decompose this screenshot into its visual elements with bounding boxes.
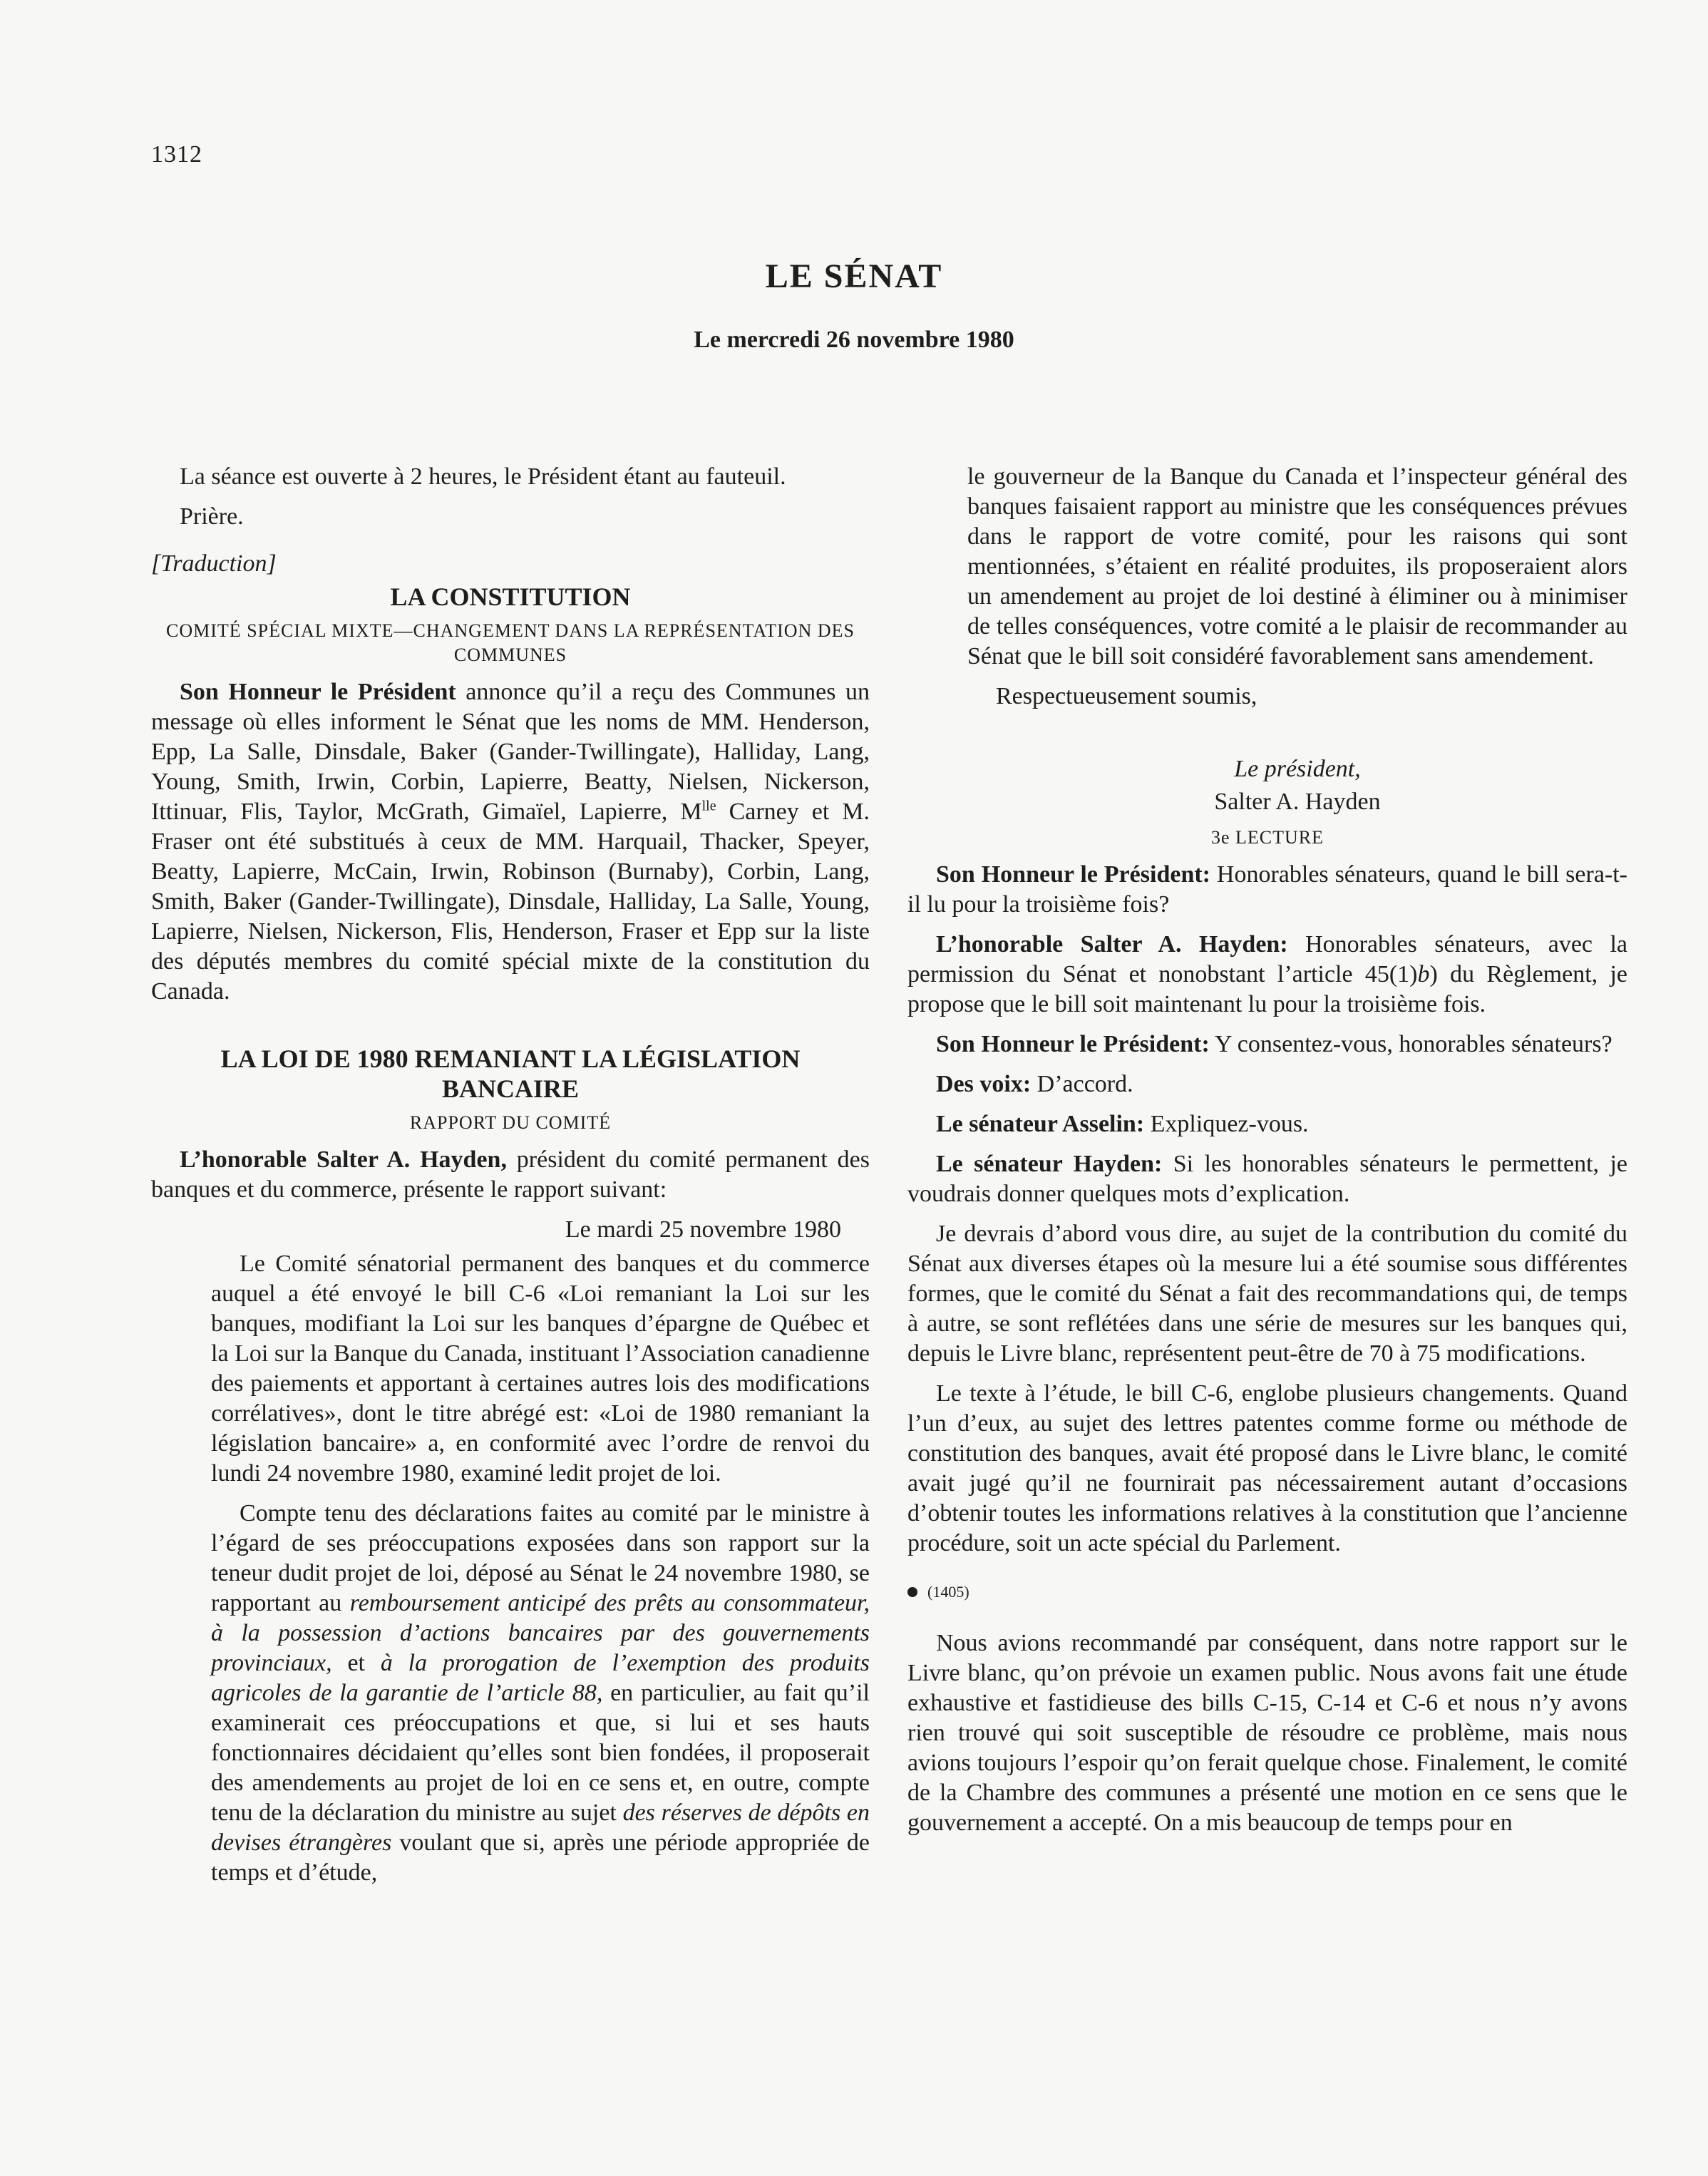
left-column bbox=[151, 462, 870, 1898]
opening-paragraph: La séance est ouverte à 2 heures, le Président étant au fauteuil. bbox=[180, 463, 786, 490]
speech-3-text: Y consentez-vous, honorables sénateurs? bbox=[1209, 1031, 1612, 1057]
report-text-d: voulant que si, après une période appropriée de temps et d’étude, bbox=[211, 1829, 870, 1886]
speech-6 bbox=[907, 1149, 1627, 1209]
hayden-presents-text: président du comité permanent des banques et du commerce, présente le rapport suivant: bbox=[151, 1146, 870, 1203]
signature-name: Salter A. Hayden bbox=[1214, 789, 1381, 815]
speaker-1: Son Honneur le Président: bbox=[936, 861, 1211, 888]
bullet-icon bbox=[907, 1587, 917, 1597]
report-italic-2: à la prorogation de l’exemption des produits agricoles de la garantie de l’article 88, bbox=[211, 1650, 870, 1706]
speaker-name: Son Honneur le Président bbox=[180, 679, 456, 705]
subheading-third-reading: 3e LECTURE bbox=[1210, 827, 1324, 848]
committee-report-quote bbox=[211, 1215, 870, 1888]
report-date: Le mardi 25 novembre 1980 bbox=[565, 1216, 841, 1243]
report-paragraph-3: le gouverneur de la Banque du Canada et l’inspecteur général des banques faisaient rapport au ministre que les conséquences prévues dans le rapport de votre comité, pour les raisons qui sont mentionnées, s’étaient en réalité produites, ils proposeraient alors un amendement au projet de loi destiné à éliminer ou à minimiser de telles conséquences, votre comité a le plaisir de recommander au Sénat que le bill soit considéré favorablement sans amendement. bbox=[967, 463, 1627, 669]
translation-tag: [Traduction] bbox=[151, 550, 277, 577]
respectfully-submitted: Respectueusement soumis, bbox=[996, 683, 1257, 709]
speech-2 bbox=[907, 930, 1627, 1020]
report-italic-3: des réserves de dépôts en devises étrangères bbox=[211, 1800, 870, 1856]
prayer-line: Prière. bbox=[180, 503, 244, 530]
right-column bbox=[907, 462, 1627, 1848]
speech-5 bbox=[907, 1109, 1627, 1139]
speech-2-italic: b bbox=[1417, 961, 1430, 987]
announcement-text-a: annonce qu’il a reçu des Communes un message où elles informent le Sénat que les noms de MM. Henderson, Epp, La Salle, Dinsdale, Baker (Gander-Twillingate), Halliday, Lang, Young, Smith, Irwin, Corbin, Lapierre, Beatty, Nielsen, Nickerson, Ittinuar, Flis, Taylor, McGrath, Gimaïel, Lapierre, M bbox=[151, 679, 870, 825]
hayden-name: L’honorable Salter A. Hayden, bbox=[180, 1146, 507, 1173]
speech-1 bbox=[907, 860, 1627, 920]
speaker-announcement bbox=[151, 677, 870, 1007]
superscript-lle: lle bbox=[701, 798, 716, 814]
report-italic-1: remboursement anticipé des prêts au consommateur, à la possession d’actions bancaires par des gouvernements provinciaux, bbox=[211, 1590, 870, 1676]
speech-6-text: Si les honorables sénateurs le permettent, je voudrais donner quelques mots d’explication. bbox=[907, 1151, 1627, 1207]
signature-title: Le président, bbox=[1234, 756, 1361, 782]
report-paragraph-1: Le Comité sénatorial permanent des banques et du commerce auquel a été envoyé le bill C-6 «Loi remaniant la Loi sur les banques, modifiant la Loi sur les banques d’épargne de Québec et la Loi sur la Banque du Canada, instituant l’Association canadienne des paiements et apportant à certaines autres lois des modifications corrélatives», dont le titre abrégé est: «Loi de 1980 remaniant la législation bancaire» a, en conformité avec l’ordre de renvoi du lundi 24 novembre 1980, examiné ledit projet de loi. bbox=[211, 1251, 870, 1487]
report-text-b: et bbox=[331, 1650, 381, 1676]
report-paragraph-2 bbox=[211, 1499, 870, 1888]
subheading-committee-change: COMITÉ SPÉCIAL MIXTE—CHANGEMENT DANS LA REPRÉSENTATION DES COMMUNES bbox=[166, 620, 855, 665]
report-text-c: en particulier, au fait qu’il examinerait ces préoccupations et que, si lui et ses hauts fonctionnaires décidaient qu’elles sont bien fondées, il proposerait des amendements au projet de loi en ce sens et, en outre, compte tenu de la déclaration du ministre au sujet bbox=[211, 1680, 870, 1826]
speech-2-text-b: ) du Règlement, je propose que le bill soit maintenant lu pour la troisième fois. bbox=[907, 961, 1627, 1017]
speech-8: Le texte à l’étude, le bill C-6, englobe plusieurs changements. Quand l’un d’eux, au sujet des lettres patentes comme forme ou méthode de constitution des banques, avait été proposé dans le Livre blanc, le comité avait jugé qu’il ne fournirait pas nécessairement autant d’occasions d’obtenir toutes les informations relatives à la constitution que l’ancienne procédure, soit un acte spécial du Parlement. bbox=[907, 1380, 1627, 1556]
speech-9: Nous avions recommandé par conséquent, dans notre rapport sur le Livre blanc, qu’on prévoie un examen public. Nous avons fait une étude exhaustive et fastidieuse des bills C-15, C-14 et C-6 et nous n’y avons rien trouvé qui soit susceptible de résoudre ce problème, mais nous avions toujours l’espoir qu’on ferait quelque chose. Finalement, le comité de la Chambre des communes a présenté une motion en ce sens que le gouvernement a accepté. On a mis beaucoup de temps pour en bbox=[907, 1630, 1627, 1836]
speech-3 bbox=[907, 1030, 1627, 1059]
section-heading-banking-law: LA LOI DE 1980 REMANIANT LA LÉGISLATION BANCAIRE bbox=[220, 1045, 801, 1103]
speaker-2: L’honorable Salter A. Hayden: bbox=[936, 931, 1288, 958]
speech-5-text: Expliquez-vous. bbox=[1144, 1111, 1309, 1137]
speaker-5: Le sénateur Asselin: bbox=[936, 1111, 1145, 1137]
time-marker bbox=[907, 1577, 1627, 1607]
sitting-date: Le mercredi 26 novembre 1980 bbox=[694, 327, 1014, 353]
section-heading-constitution: LA CONSTITUTION bbox=[390, 583, 631, 611]
page-number: 1312 bbox=[151, 141, 202, 168]
speech-4-text: D’accord. bbox=[1031, 1071, 1133, 1097]
speech-7: Je devrais d’abord vous dire, au sujet de la contribution du comité du Sénat aux diverses étapes où la mesure lui a été soumise sous différentes formes, que le comité du Sénat a fait des recommandations qui, de temps à autre, se sont reflétées dans une série de mesures sur les banques qui, depuis le Livre blanc, représentent peut-être de 70 à 75 modifications. bbox=[907, 1221, 1627, 1367]
speech-4 bbox=[907, 1069, 1627, 1099]
time-marker-text: (1405) bbox=[927, 1583, 969, 1601]
speaker-3: Son Honneur le Président: bbox=[936, 1031, 1210, 1057]
speech-1-text: Honorables sénateurs, quand le bill sera-t-il lu pour la troisième fois? bbox=[907, 861, 1627, 918]
committee-report-continued bbox=[967, 462, 1627, 817]
speech-2-text-a: Honorables sénateurs, avec la permission du Sénat et nonobstant l’article 45(1) bbox=[907, 931, 1627, 987]
speaker-4: Des voix: bbox=[936, 1071, 1032, 1097]
hayden-presents bbox=[151, 1145, 870, 1205]
report-text-a: Compte tenu des déclarations faites au comité par le ministre à l’égard de ses préoccupations exposées dans son rapport sur la teneur dudit projet de loi, déposé au Sénat le 24 novembre 1980, se rapportant au bbox=[211, 1500, 870, 1616]
subheading-committee-report: RAPPORT DU COMITÉ bbox=[409, 1112, 612, 1133]
speaker-6: Le sénateur Hayden: bbox=[936, 1151, 1163, 1177]
page-title: LE SÉNAT bbox=[765, 257, 943, 295]
announcement-text-b: Carney et M. Fraser ont été substitués à ceux de MM. Harquail, Thacker, Speyer, Beatty, Lapierre, McCain, Irwin, Robinson (Burnaby), Corbin, Lang, Smith, Baker (Gander-Twillingate), Dinsdale, Halliday, La Salle, Young, Lapierre, Nielsen, Nickerson, Flis, Henderson, Fraser et Epp sur la liste des députés membres du comité spécial mixte de la constitution du Canada. bbox=[151, 799, 870, 1005]
